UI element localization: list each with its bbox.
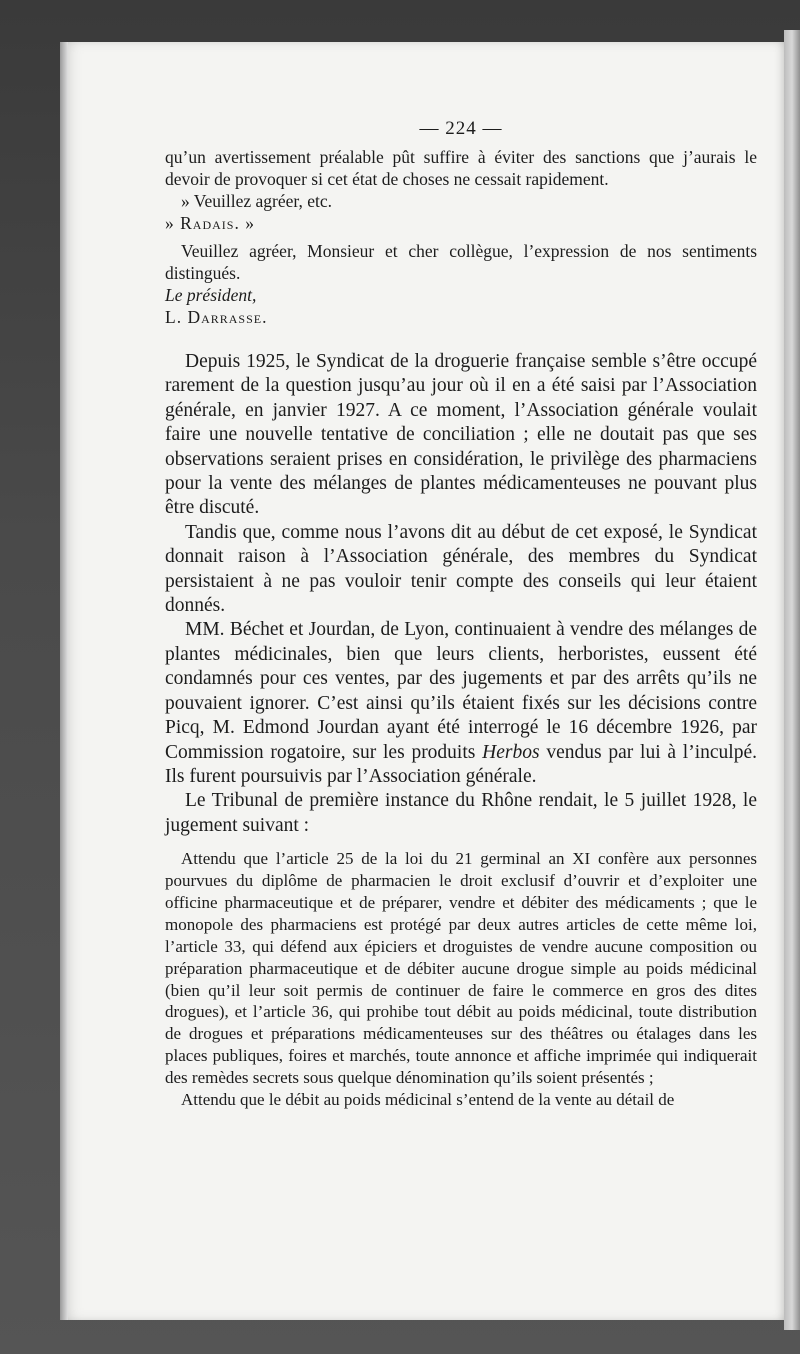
signature-name: L. Darrasse.: [165, 307, 268, 327]
body-text: MM. Béchet et Jourdan, de Lyon, continuaient à vendre des mélanges de plantes médicinales, bien que leurs clients, herboristes, eussent été condamnés pour ces ventes, par des jugements et par des arrêts qu’ils ne pouvaient ignorer. C’est ainsi qu’ils étaient fixés sur les décisions contre Picq, M. Edmond Jourdan ayant été interrogé le 16 décembre 1926, par Commission rogatoire, sur les produits: [165, 619, 757, 763]
book-gutter: [60, 42, 68, 1320]
judgment-quote: [165, 848, 757, 1111]
letter-closing: » Veuillez agréer, etc.: [181, 191, 333, 211]
letter-salutation: Veuillez agréer, Monsieur et cher collègue, l’expression de nos sentiments distingués.: [165, 241, 757, 283]
body-text: vendus par lui à l’inculpé. Ils furent poursuivis par l’Association générale.: [165, 741, 757, 787]
body-paragraph: Tandis que, comme nous l’avons dit au début de cet exposé, le Syndicat donnait raison à l’Association générale, des membres du Syndicat persistaient à ne pas vouloir tenir compte des conseils qui leur étaient donnés.: [165, 521, 757, 617]
letter-signature: » Radais. »: [165, 213, 255, 233]
adjacent-page-edge: [784, 30, 800, 1330]
main-text: [165, 350, 757, 838]
signature-title: Le président,: [165, 285, 257, 305]
body-paragraph: Le Tribunal de première instance du Rhône rendait, le 5 juillet 1928, le jugement suivant :: [165, 790, 757, 836]
product-name: Herbos: [482, 741, 540, 763]
body-paragraph: [165, 618, 757, 789]
body-paragraph: Depuis 1925, le Syndicat de la droguerie française semble s’être occupé rarement de la question jusqu’au jour où il en a été saisi par l’Association générale, en janvier 1927. A ce moment, l’Association générale voulait faire une nouvelle tentative de conciliation ; elle ne doutait pas que ses observations seraient prises en considération, le privilège des pharmaciens pour la vente des mélanges de plantes médicamenteuses ne pouvant plus être discuté.: [165, 351, 757, 519]
judgment-paragraph: Attendu que le débit au poids médicinal s’entend de la vente au détail de: [181, 1090, 675, 1110]
quoted-letter: [165, 146, 757, 328]
judgment-paragraph: Attendu que l’article 25 de la loi du 21 germinal an XI confère aux personnes pourvues du diplôme de pharmacien le droit exclusif d’ouvrir et d’exploiter une officine pharmaceutique et de préparer, vendre et débiter des médicaments ; que le monopole des pharmaciens est protégé par deux autres articles de cette même loi, l’article 33, qui défend aux épiciers et droguistes de vendre aucune composition ou préparation pharmaceutique et de débiter aucune drogue simple au poids médicinal (bien qu’il leur soit permis de continuer de faire le commerce en gros des dites drogues), et l’article 36, qui prohibe tout débit au poids médicinal, toute distribution de drogues et préparations médicamenteuses sur des théâtres ou étalages dans les places publiques, foires et marchés, toute annonce et affiche imprimée qui indiquerait des remèdes secrets sous quelque dénomination qu’ils soient présentés ;: [165, 849, 757, 1088]
page-content: [165, 118, 757, 1111]
page-number: — 224 —: [419, 118, 503, 139]
letter-paragraph: qu’un avertissement préalable pût suffire à éviter des sanctions que j’aurais le devoir de provoquer si cet état de choses ne cessait rapidement.: [165, 147, 757, 189]
